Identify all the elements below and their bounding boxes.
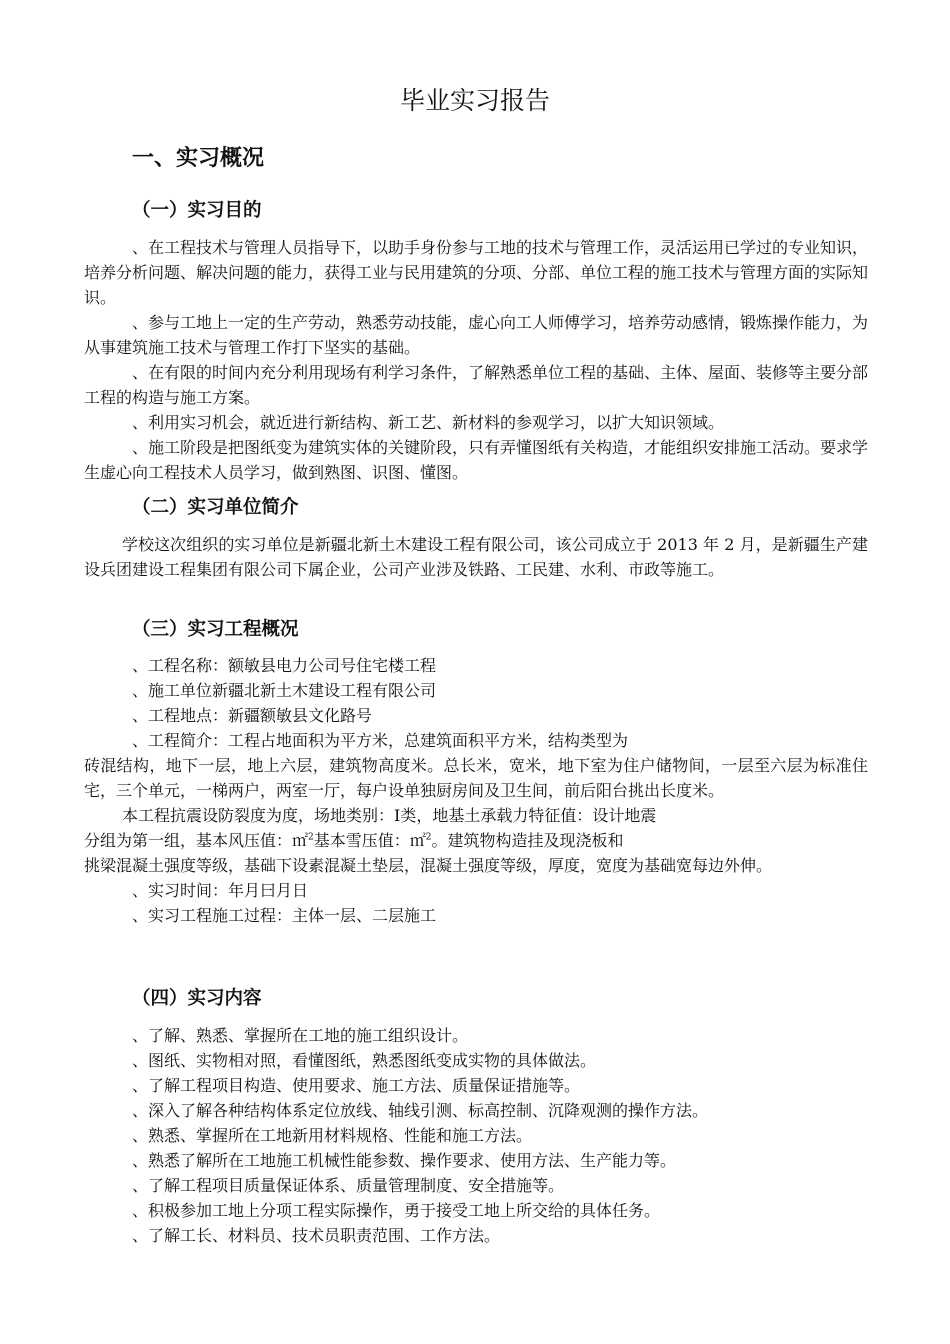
content-list: [84, 1023, 868, 1248]
project-brief-text: 砖混结构，地下一层，地上六层，建筑物高度米。总长米，宽米，地下室为住户储物间，一层至六层为标准住宅，三个单元，一梯两户，两室一厅，每户设单独厨房间及卫生间，前后阳台挑出长度米。: [84, 756, 868, 800]
project-location: 、工程地点：新疆额敏县文化路号: [132, 706, 373, 725]
unit-intro-text: 学校这次组织的实习单位是新疆北新土木建设工程有限公司，该公司成立于 2013 年 2 月，是新疆生产建设兵团建设工程集团有限公司下属企业，公司产业涉及铁路、工民建、水利、市政等施工。: [84, 535, 868, 579]
content-item: 、图纸、实物相对照，看懂图纸，熟悉图纸变成实物的具体做法。: [132, 1051, 597, 1070]
project-name: 、工程名称：额敏县电力公司号住宅楼工程: [132, 656, 437, 675]
purpose-item: 、在工程技术与管理人员指导下，以助手身份参与工地的技术与管理工作，灵活运用已学过的专业知识，培养分析问题、解决问题的能力，获得工业与民用建筑的分项、分部、单位工程的施工技术与管理方面的实际知识。: [84, 238, 869, 307]
subsection-heading-purpose: （一）实习目的: [132, 200, 262, 221]
content-item: 、熟悉了解所在工地施工机械性能参数、操作要求、使用方法、生产能力等。: [132, 1151, 677, 1170]
internship-process: 、实习工程施工过程：主体一层、二层施工: [132, 906, 437, 925]
wind-pressure-label: 分组为第一组，基本风压值：㎡: [84, 831, 309, 850]
wind-pressure-sup: 2: [308, 832, 314, 843]
purpose-list: [84, 235, 868, 485]
structure-text: 。建筑物构造挂及现浇板和: [431, 831, 624, 850]
content-item: 、熟悉、掌握所在工地新用材料规格、性能和施工方法。: [132, 1126, 533, 1145]
purpose-item: 、施工阶段是把图纸变为建筑实体的关键阶段，只有弄懂图纸有关构造，才能组织安排施工活动。要求学生虚心向工程技术人员学习，做到熟图、识图、懂图。: [84, 438, 869, 482]
document-title: 毕业实习报告: [399, 86, 550, 115]
subsection-heading-unit: （二）实习单位简介: [132, 497, 299, 518]
content-item: 、了解工长、材料员、技术员职责范围、工作方法。: [132, 1226, 501, 1245]
project-concrete-text: 挑梁混凝土强度等级，基础下设素混凝土垫层，混凝土强度等级，厚度，宽度为基础宽每边外伸。: [84, 856, 773, 875]
content-item: 、了解工程项目构造、使用要求、施工方法、质量保证措施等。: [132, 1076, 581, 1095]
project-contractor: 、施工单位新疆北新土木建设工程有限公司: [132, 681, 437, 700]
project-brief-line: 、工程简介：工程占地面积为平方米，总建筑面积平方米，结构类型为: [132, 731, 629, 750]
content-item: 、积极参加工地上分项工程实际操作，勇于接受工地上所交给的具体任务。: [132, 1201, 661, 1220]
purpose-item: 、参与工地上一定的生产劳动，熟悉劳动技能，虚心向工人师傅学习，培养劳动感情，锻炼操作能力，为从事建筑施工技术与管理工作打下坚实的基础。: [84, 313, 869, 357]
purpose-item: 、利用实习机会，就近进行新结构、新工艺、新材料的参观学习，以扩大知识领域。: [132, 413, 725, 432]
purpose-item: 、在有限的时间内充分利用现场有利学习条件，了解熟悉单位工程的基础、主体、屋面、装修等主要分部工程的构造与施工方案。: [84, 363, 869, 407]
content-item: 、深入了解各种结构体系定位放线、轴线引测、标高控制、沉降观测的操作方法。: [132, 1101, 709, 1120]
subsection-heading-project: （三）实习工程概况: [132, 619, 299, 640]
unit-intro: [84, 532, 868, 582]
project-seismic-line: 本工程抗震设防裂度为度，场地类别：Ⅰ类，地基土承载力特征值：设计地震: [122, 806, 657, 825]
snow-pressure-sup: 2: [425, 832, 432, 843]
subsection-heading-content: （四）实习内容: [132, 988, 262, 1009]
content-item: 、了解、熟悉、掌握所在工地的施工组织设计。: [132, 1026, 469, 1045]
snow-pressure-label: 基本雪压值：㎡: [313, 831, 426, 850]
internship-period: 、实习时间：年月曰月日: [132, 881, 309, 900]
project-overview: [84, 653, 868, 928]
content-item: 、了解工程项目质量保证体系、质量管理制度、安全措施等。: [132, 1176, 565, 1195]
project-seismic-params: [84, 828, 868, 853]
section-heading-overview: 一、实习概况: [132, 146, 265, 171]
